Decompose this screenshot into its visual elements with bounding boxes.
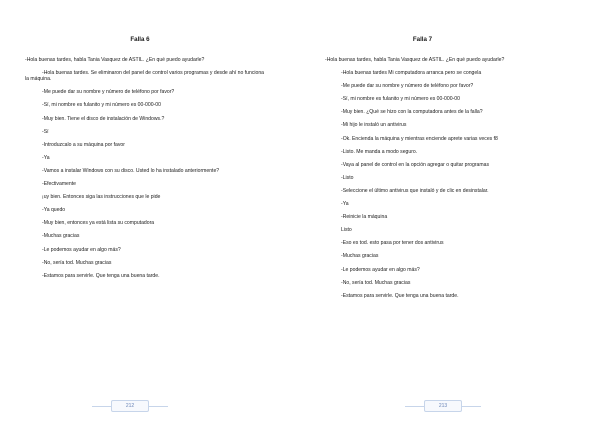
dialogue-line: -Listo	[341, 174, 354, 181]
dialogue-line: -Reinicie la máquina	[341, 214, 388, 221]
dialogue-line: -Hola buenas tardes, habla Tania Vasquez de ASTIL. ¿En qué puedo ayudarle?	[25, 57, 205, 63]
dialogue-line: -Hola buenas tardes. Se eliminaron del panel de control varios programas y desde ahí no funciona la máquina.	[25, 70, 264, 83]
dialogue-line: -Le podemos ayudar en algo más?	[341, 266, 420, 273]
page-title: Falla 7	[412, 36, 433, 43]
dialogue-line: -Ok. Encienda la máquina y mientras enciende aprete varias veces f8	[341, 135, 498, 142]
dialogue-line: -Le podemos ayudar en algo más?	[42, 246, 121, 253]
dialogue-line: -Muy bien. Tiene el disco de instalación de Windows.?	[42, 115, 165, 122]
right-page	[300, 0, 600, 424]
dialogue-line: -Listo. Me manda a modo seguro.	[341, 148, 418, 155]
page-number: 213	[424, 400, 462, 412]
dialogue-line: -Ya	[42, 154, 50, 161]
dialogue-line: -Muy bien, entonces ya está lista su computadora	[42, 220, 155, 227]
dialogue-line: Listo	[341, 227, 352, 234]
dialogue-line: -Seleccione el último antivirus que instaló y de clic en desinstalar.	[341, 187, 489, 194]
page-title: Falla 6	[130, 36, 150, 43]
dialogue-line: -Muchas gracias	[341, 253, 379, 260]
dialogue-line: -Efectivamente	[42, 181, 76, 188]
dialogue-line: -Hola buenas tardes Mi computadora arranca pero se congela	[341, 70, 482, 77]
dialogue-line: -Hola buenas tardes, habla Tania Vasquez de ASTIL. ¿En qué puedo ayudarle?	[325, 57, 505, 63]
dialogue-line: -No, sería tod. Muchas gracias	[341, 279, 411, 286]
dialogue-line: -No, sería tod. Muchas gracias	[42, 259, 112, 266]
dialogue-line: -Muy bien. ¿Qué se hizo con la computadora antes de la falla?	[341, 109, 483, 116]
dialogue-line: -Eso es tod. esto pasa por tener dos antivirus	[341, 240, 444, 247]
dialogue-line: -Muchas gracias	[42, 233, 80, 240]
dialogue-line: -Estamos para servirle. Que tenga una buena tarde.	[341, 292, 459, 299]
dialogue-line: -Me puede dar su nombre y número de teléfono por favor?	[341, 83, 474, 90]
dialogue-lines	[25, 57, 265, 286]
dialogue-lines	[325, 57, 570, 306]
dialogue-line: -Vaya al panel de control en la opción agregar o quitar programas	[341, 161, 489, 168]
dialogue-line: -Estamos para servirle. Que tenga una buena tarde.	[42, 272, 160, 279]
dialogue-line: -Introduzcalo a su máquina por favor	[42, 141, 125, 148]
dialogue-line: -Sí, mi nombre es fulanito y mi número es 00-000-00	[341, 96, 460, 103]
dialogue-line: -Ya	[341, 201, 349, 208]
dialogue-line: -Mi hijo le instaló un antivirus	[341, 122, 407, 129]
dialogue-line: -Sí	[42, 128, 49, 135]
dialogue-line: -Vamos a instalar Windows con su disco. Usted lo ha instalado anteriormente?	[42, 167, 220, 174]
dialogue-line: -Ya quedo	[42, 207, 66, 214]
dialogue-line: ¡uy bien. Entonces siga las instrucciones que le pide	[42, 194, 161, 201]
page-number: 212	[111, 400, 149, 412]
dialogue-line: -Me puede dar su nombre y número de teléfono por favor?	[42, 89, 175, 96]
dialogue-line: -Sí, mi nombre es fulanito y mi número es 00-000-00	[42, 102, 161, 109]
